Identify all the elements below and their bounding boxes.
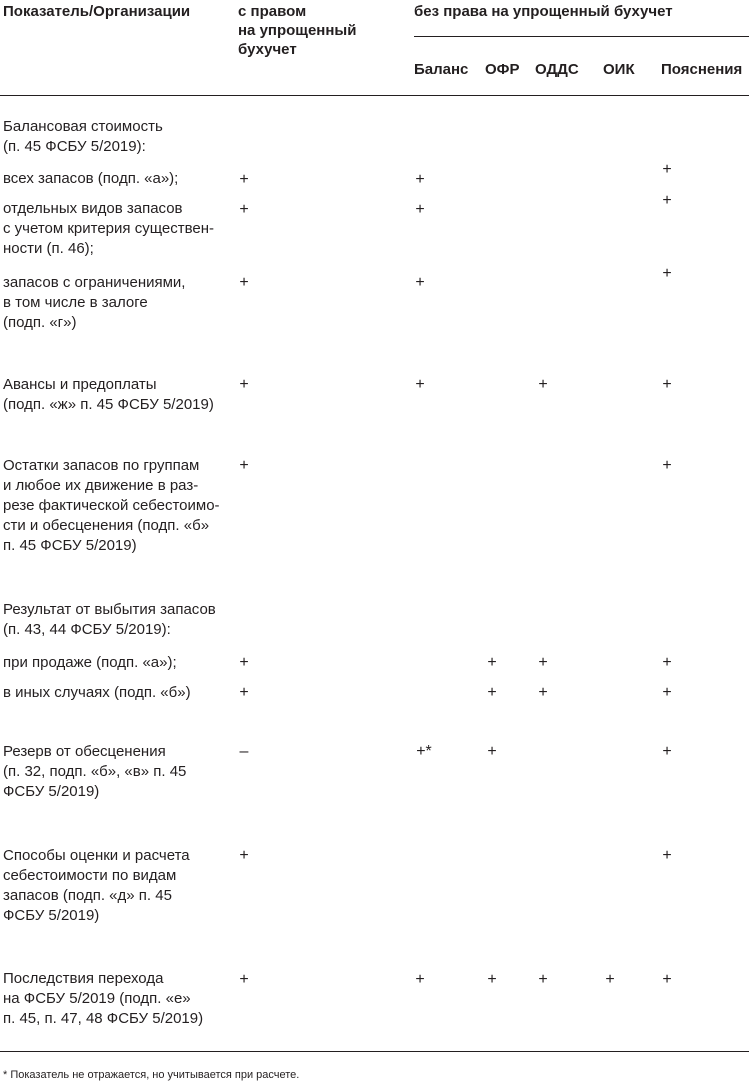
mark-notes: + [662,847,672,864]
mark-simplified: + [239,171,249,188]
row-label: запасов с ограничениями, в том числе в залоге (подп. «г») [3,274,186,331]
mark-balance: + [415,201,425,218]
mark-odds: + [538,654,548,671]
row-label: Способы оценки и расчета себестоимости по видам запасов (подп. «д» п. 45 ФСБУ 5/2019) [3,847,190,924]
mark-simplified: + [239,201,249,218]
mark-notes: + [662,971,672,988]
mark-notes: + [662,684,672,701]
row-label: отдельных видов запасов с учетом критерия существен- ности (п. 46); [3,200,214,257]
mark-simplified: – [239,743,249,760]
row-label: всех запасов (подп. «а»); [3,170,179,187]
mark-simplified: + [239,274,249,291]
header-bottom-rule [0,95,749,96]
mark-ofr: + [487,684,497,701]
mark-odds: + [538,376,548,393]
mark-notes: + [662,457,672,474]
header-simplified-line-3: бухучет [238,41,297,58]
header-indicator: Показатель/Организации [3,3,191,20]
row-label: при продаже (подп. «а»); [3,654,177,671]
mark-notes: + [662,265,672,282]
mark-odds: + [538,971,548,988]
header-oik: ОИК [603,61,635,78]
header-simplified-line-1: с правом [238,3,307,20]
header-simplified-line-2: на упрощенный [238,22,357,39]
header-notes: Пояснения [661,61,743,78]
row-label: Последствия перехода на ФСБУ 5/2019 (подп. «е» п. 45, п. 47, 48 ФСБУ 5/2019) [3,970,204,1027]
mark-notes: + [662,654,672,671]
mark-simplified: + [239,654,249,671]
mark-oik: + [605,971,615,988]
mark-balance: + [415,274,425,291]
mark-balance: +* [416,743,432,760]
table-bottom-rule [0,1051,749,1052]
header-odds: ОДДС [535,61,579,78]
mark-simplified: + [239,457,249,474]
header-group-divider [414,36,749,37]
mark-odds: + [538,684,548,701]
mark-ofr: + [487,654,497,671]
mark-balance: + [415,376,425,393]
mark-simplified: + [239,847,249,864]
mark-simplified: + [239,684,249,701]
footnote: * Показатель не отражается, но учитывается при расчете. [3,1069,300,1081]
header-full-group: без права на упрощенный бухучет [414,3,673,20]
mark-notes: + [662,743,672,760]
mark-simplified: + [239,971,249,988]
row-label: Балансовая стоимость (п. 45 ФСБУ 5/2019): [3,118,163,155]
mark-balance: + [415,971,425,988]
mark-notes: + [662,192,672,209]
row-label: в иных случаях (подп. «б») [3,684,191,701]
row-label: Остатки запасов по группам и любое их движение в раз- резе фактической себестоимо- сти и обесценения (подп. «б» п. 45 ФСБУ 5/2019) [3,457,220,554]
mark-ofr: + [487,971,497,988]
mark-simplified: + [239,376,249,393]
mark-balance: + [415,171,425,188]
mark-notes: + [662,376,672,393]
row-label: Резерв от обесценения (п. 32, подп. «б», «в» п. 45 ФСБУ 5/2019) [3,743,187,800]
header-ofr: ОФР [485,61,520,78]
header-balance: Баланс [414,61,469,78]
row-label: Результат от выбытия запасов (п. 43, 44 ФСБУ 5/2019): [3,601,216,638]
mark-ofr: + [487,743,497,760]
mark-notes: + [662,161,672,178]
row-label: Авансы и предоплаты (подп. «ж» п. 45 ФСБУ 5/2019) [3,376,214,413]
